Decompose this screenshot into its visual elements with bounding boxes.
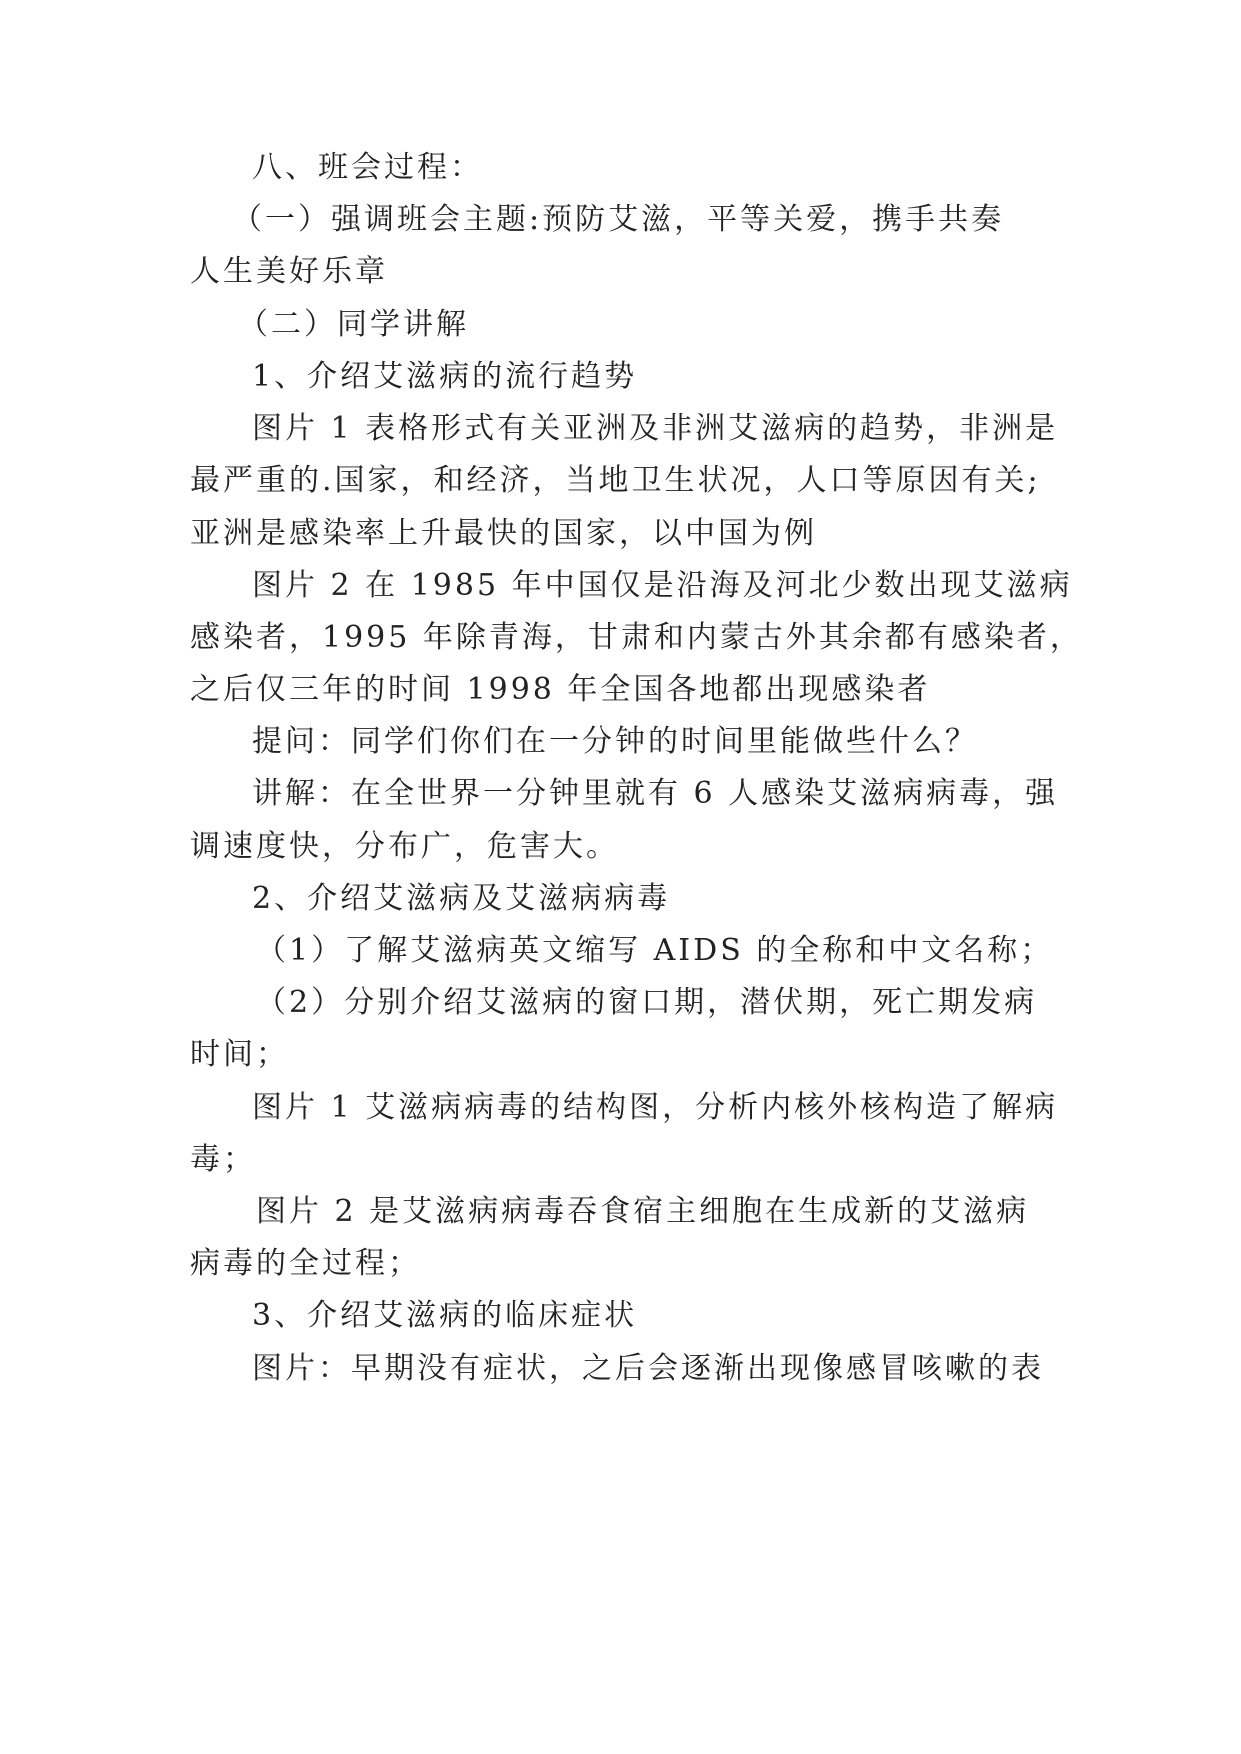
paragraph-line: 提问：同学们你们在一分钟的时间里能做些什么？ <box>252 724 978 759</box>
item-heading: 3、介绍艾滋病的临床症状 <box>252 1298 638 1333</box>
paragraph-line: 感染者，1995 年除青海，甘肃和内蒙古外其余都有感染者， <box>190 620 1083 655</box>
paragraph-line: 之后仅三年的时间 1998 年全国各地都出现感染者 <box>190 672 931 707</box>
paragraph-line: 人生美好乐章 <box>190 254 388 289</box>
subsection-heading: （二）同学讲解 <box>238 307 469 342</box>
paragraph-line: （一）强调班会主题:预防艾滋，平等关爱，携手共奏 <box>232 202 1005 237</box>
paragraph-line: 病毒的全过程； <box>190 1246 421 1281</box>
section-heading: 八、班会过程： <box>252 150 483 185</box>
paragraph-line: 图片 1 表格形式有关亚洲及非洲艾滋病的趋势，非洲是 <box>252 411 1059 446</box>
item-heading: 1、介绍艾滋病的流行趋势 <box>252 359 638 394</box>
paragraph-line: 图片 2 是艾滋病病毒吞食宿主细胞在生成新的艾滋病 <box>256 1194 1030 1229</box>
paragraph-line: 图片：早期没有症状，之后会逐渐出现像感冒咳嗽的表 <box>252 1351 1044 1386</box>
paragraph-line: 时间； <box>190 1037 289 1072</box>
paragraph-line: 调速度快，分布广，危害大。 <box>190 829 619 864</box>
paragraph-line: 图片 1 艾滋病病毒的结构图，分析内核外核构造了解病 <box>252 1090 1059 1125</box>
paragraph-line: 毒； <box>190 1142 256 1177</box>
paragraph-line: 讲解：在全世界一分钟里就有 6 人感染艾滋病病毒，强 <box>252 776 1059 811</box>
paragraph-line: 图片 2 在 1985 年中国仅是沿海及河北少数出现艾滋病 <box>252 568 1073 603</box>
item-heading: 2、介绍艾滋病及艾滋病病毒 <box>252 881 671 916</box>
paragraph-line: 亚洲是感染率上升最快的国家，以中国为例 <box>190 516 817 551</box>
paragraph-line: 最严重的.国家，和经济，当地卫生状况，人口等原因有关; <box>190 463 1041 498</box>
paragraph-line: （1）了解艾滋病英文缩写 AIDS 的全称和中文名称； <box>256 933 1054 968</box>
paragraph-line: （2）分别介绍艾滋病的窗口期，潜伏期，死亡期发病 <box>256 985 1038 1020</box>
